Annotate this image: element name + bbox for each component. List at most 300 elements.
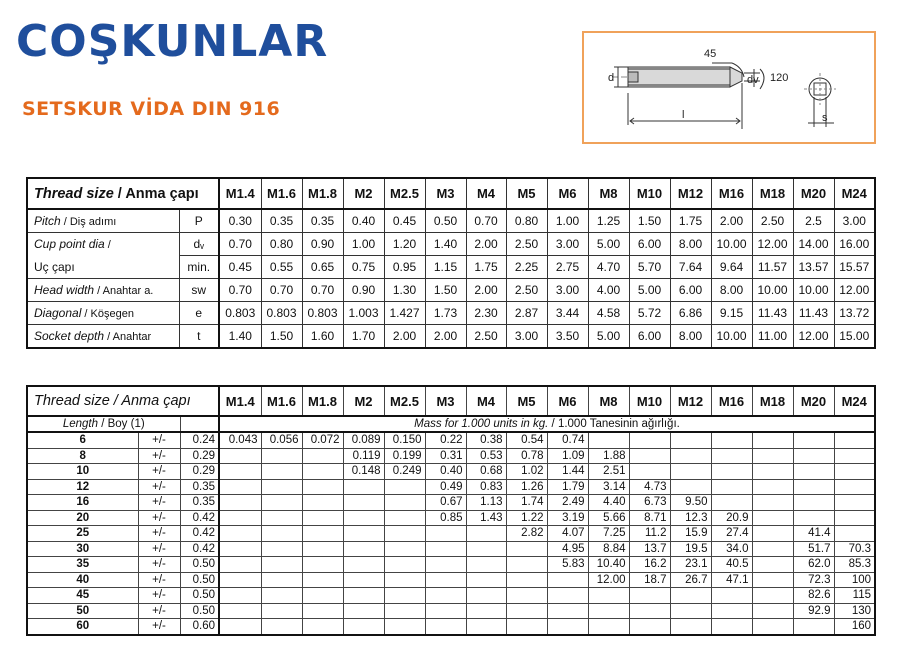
mass-cell: 0.22 <box>425 432 466 448</box>
mass-cell <box>343 526 384 542</box>
table-cell: 3.00 <box>547 279 588 302</box>
table-cell: 7.64 <box>670 256 711 279</box>
mass-cell <box>261 572 302 588</box>
page-title: SETSKUR VİDA DIN 916 <box>22 98 281 120</box>
table-cell: 2.50 <box>752 209 793 233</box>
mass-cell <box>793 479 834 495</box>
table-cell: 1.50 <box>261 325 302 349</box>
mass-cell <box>219 464 261 480</box>
mass-cell: 115 <box>834 588 875 604</box>
table-cell: 10.00 <box>752 279 793 302</box>
mass-cell: 12.3 <box>670 510 711 526</box>
row-label-en: Uç çapı <box>34 259 75 274</box>
row-label <box>27 302 179 325</box>
table-cell: 1.75 <box>670 209 711 233</box>
mass-cell: 92.9 <box>793 603 834 619</box>
plus-minus-cell: +/- <box>138 510 180 526</box>
mass-subheader-row <box>27 416 875 432</box>
table-cell: 0.40 <box>343 209 384 233</box>
table-cell: 2.50 <box>506 233 547 256</box>
mass-cell: 0.68 <box>466 464 506 480</box>
table-cell: 1.40 <box>219 325 261 349</box>
mass-cell <box>466 619 506 635</box>
table-cell: 12.00 <box>793 325 834 349</box>
mass-cell <box>302 603 343 619</box>
mass-cell: 0.54 <box>506 432 547 448</box>
length-cell: 50 <box>27 603 138 619</box>
table-cell: 6.00 <box>670 279 711 302</box>
mass-cell <box>629 603 670 619</box>
mass-cell <box>547 588 588 604</box>
empty-cell <box>180 416 219 432</box>
mass-cell: 0.53 <box>466 448 506 464</box>
mass-cell: 11.2 <box>629 526 670 542</box>
table-cell: 2.00 <box>466 233 506 256</box>
table-cell: 0.80 <box>261 233 302 256</box>
table-row <box>27 325 875 349</box>
table-cell: 5.70 <box>629 256 670 279</box>
tolerance-cell: 0.60 <box>180 619 219 635</box>
table-cell: 2.50 <box>506 279 547 302</box>
size-header: M12 <box>670 178 711 209</box>
table-cell: 0.30 <box>219 209 261 233</box>
table-cell: 6.86 <box>670 302 711 325</box>
mass-cell: 1.09 <box>547 448 588 464</box>
size-header: M5 <box>506 178 547 209</box>
mass-cell <box>834 479 875 495</box>
mass-cell: 130 <box>834 603 875 619</box>
mass-cell <box>752 603 793 619</box>
mass-cell: 12.00 <box>588 572 629 588</box>
mass-cell: 5.66 <box>588 510 629 526</box>
mass-cell <box>425 557 466 573</box>
mass-cell: 0.31 <box>425 448 466 464</box>
size-header: M4 <box>466 178 506 209</box>
table-cell: 3.50 <box>547 325 588 349</box>
mass-cell <box>425 526 466 542</box>
size-header: M10 <box>629 386 670 416</box>
row-symbol: P <box>179 209 219 233</box>
tolerance-cell: 0.42 <box>180 526 219 542</box>
mass-cell <box>629 588 670 604</box>
mass-cell: 3.19 <box>547 510 588 526</box>
table-cell: 2.00 <box>466 279 506 302</box>
mass-cell: 8.84 <box>588 541 629 557</box>
mass-cell <box>793 510 834 526</box>
mass-cell <box>343 510 384 526</box>
length-label: Length <box>62 418 99 430</box>
mass-cell <box>752 572 793 588</box>
mass-cell: 0.119 <box>343 448 384 464</box>
plus-minus-cell: +/- <box>138 432 180 448</box>
mass-cell <box>219 541 261 557</box>
size-header: M2.5 <box>384 178 425 209</box>
mass-cell: 3.14 <box>588 479 629 495</box>
mass-cell <box>670 588 711 604</box>
mass-cell: 13.7 <box>629 541 670 557</box>
row-label-tr: / Köşegen <box>81 308 134 320</box>
row-label-tr: / Anahtar a. <box>94 285 154 297</box>
table-cell: 12.00 <box>834 279 875 302</box>
mass-cell <box>711 495 752 511</box>
mass-note-label: Mass for 1.000 units in kg. <box>414 418 549 430</box>
table-cell: 2.00 <box>711 209 752 233</box>
set-screw-drawing <box>584 33 874 142</box>
row-label-en: Cup point dia <box>34 237 105 252</box>
table-cell: 11.00 <box>752 325 793 349</box>
mass-cell: 0.49 <box>425 479 466 495</box>
mass-cell <box>793 464 834 480</box>
mass-cell <box>793 495 834 511</box>
mass-cell <box>219 495 261 511</box>
mass-cell <box>343 572 384 588</box>
mass-cell: 0.40 <box>425 464 466 480</box>
mass-cell: 26.7 <box>670 572 711 588</box>
table-cell: 5.72 <box>629 302 670 325</box>
table-cell: 0.35 <box>261 209 302 233</box>
mass-cell: 0.83 <box>466 479 506 495</box>
length-header <box>27 416 180 432</box>
mass-cell <box>261 588 302 604</box>
mass-cell: 1.13 <box>466 495 506 511</box>
table-cell: 3.00 <box>547 233 588 256</box>
mass-cell: 4.95 <box>547 541 588 557</box>
table-cell: 6.00 <box>629 233 670 256</box>
mass-cell <box>711 464 752 480</box>
mass-cell: 2.51 <box>588 464 629 480</box>
row-label-tr: / Anahtar <box>104 331 152 343</box>
mass-cell: 40.5 <box>711 557 752 573</box>
table-header-row <box>27 386 875 416</box>
table-row <box>27 557 875 573</box>
table-cell: 4.58 <box>588 302 629 325</box>
mass-cell <box>834 464 875 480</box>
row-label-tr: / Diş adımı <box>60 216 117 228</box>
table-row <box>27 541 875 557</box>
size-header: M6 <box>547 386 588 416</box>
angle-45-label: 45 <box>704 48 717 60</box>
row-label-en: Socket depth <box>34 329 105 343</box>
table-cell: 1.25 <box>588 209 629 233</box>
row-label <box>27 279 179 302</box>
table-row <box>27 479 875 495</box>
table-cell: 5.00 <box>629 279 670 302</box>
mass-cell: 2.49 <box>547 495 588 511</box>
mass-cell <box>219 619 261 635</box>
row-label-tr: / <box>104 239 111 252</box>
table-cell: 11.57 <box>752 256 793 279</box>
table-cell: 2.25 <box>506 256 547 279</box>
size-header: M6 <box>547 178 588 209</box>
length-cell: 20 <box>27 510 138 526</box>
mass-cell <box>466 603 506 619</box>
length-cell: 6 <box>27 432 138 448</box>
table-cell: 6.00 <box>629 325 670 349</box>
mass-cell: 9.50 <box>670 495 711 511</box>
table-cell: 1.50 <box>629 209 670 233</box>
size-header: M18 <box>752 178 793 209</box>
table-row <box>27 302 875 325</box>
thread-size-label-tr: / Anma çapı <box>109 393 191 409</box>
mass-cell: 0.74 <box>547 432 588 448</box>
mass-cell <box>302 619 343 635</box>
size-header: M4 <box>466 386 506 416</box>
technical-drawing <box>582 31 876 144</box>
size-header: M2 <box>343 386 384 416</box>
table-cell: 15.57 <box>834 256 875 279</box>
table-cell: 13.72 <box>834 302 875 325</box>
mass-cell <box>752 541 793 557</box>
mass-cell <box>547 619 588 635</box>
size-header: M20 <box>793 178 834 209</box>
mass-cell: 23.1 <box>670 557 711 573</box>
mass-cell: 0.85 <box>425 510 466 526</box>
mass-cell <box>547 603 588 619</box>
table-cell: 1.50 <box>425 279 466 302</box>
mass-cell <box>261 479 302 495</box>
table-cell: 10.00 <box>793 279 834 302</box>
table-cell: 4.00 <box>588 279 629 302</box>
table-cell: 1.00 <box>547 209 588 233</box>
size-header: M12 <box>670 386 711 416</box>
mass-cell <box>343 588 384 604</box>
mass-cell <box>547 572 588 588</box>
mass-cell <box>466 541 506 557</box>
mass-cell <box>711 448 752 464</box>
mass-cell: 1.74 <box>506 495 547 511</box>
mass-cell <box>752 526 793 542</box>
thread-size-label: Thread size <box>34 393 110 409</box>
table-cell: 0.45 <box>219 256 261 279</box>
row-label <box>27 209 179 233</box>
mass-cell <box>506 572 547 588</box>
mass-cell <box>466 572 506 588</box>
table-row <box>27 495 875 511</box>
mass-cell <box>261 557 302 573</box>
tolerance-cell: 0.35 <box>180 479 219 495</box>
tolerance-cell: 0.50 <box>180 572 219 588</box>
mass-cell <box>302 464 343 480</box>
thread-size-header <box>27 386 219 416</box>
length-cell: 40 <box>27 572 138 588</box>
brand-logo <box>16 14 328 68</box>
mass-cell <box>752 432 793 448</box>
mass-cell <box>588 588 629 604</box>
mass-cell <box>752 619 793 635</box>
table-row <box>27 233 875 256</box>
row-label-en: Diagonal <box>34 306 82 320</box>
length-label-tr: / Boy (1) <box>98 418 145 430</box>
table-row <box>27 432 875 448</box>
mass-cell <box>261 510 302 526</box>
table-cell: 1.73 <box>425 302 466 325</box>
size-header: M3 <box>425 386 466 416</box>
plus-minus-cell: +/- <box>138 619 180 635</box>
table-cell: 0.80 <box>506 209 547 233</box>
row-symbol: e <box>179 302 219 325</box>
table-cell: 5.00 <box>588 233 629 256</box>
mass-cell: 100 <box>834 572 875 588</box>
mass-cell: 47.1 <box>711 572 752 588</box>
mass-cell <box>466 588 506 604</box>
mass-cell <box>711 619 752 635</box>
table-header-row <box>27 178 875 209</box>
mass-cell <box>425 572 466 588</box>
mass-cell <box>670 464 711 480</box>
plus-minus-cell: +/- <box>138 495 180 511</box>
mass-cell: 0.089 <box>343 432 384 448</box>
size-header: M1.4 <box>219 178 261 209</box>
size-header: M1.6 <box>261 178 302 209</box>
table-cell: 1.75 <box>466 256 506 279</box>
row-symbol: min. <box>179 256 219 279</box>
mass-cell <box>588 619 629 635</box>
table-row <box>27 572 875 588</box>
table-cell: 13.57 <box>793 256 834 279</box>
mass-cell <box>834 526 875 542</box>
tolerance-cell: 0.42 <box>180 510 219 526</box>
size-header: M1.4 <box>219 386 261 416</box>
size-header: M18 <box>752 386 793 416</box>
thread-size-label: Thread size <box>34 185 114 202</box>
plus-minus-cell: +/- <box>138 479 180 495</box>
tolerance-cell: 0.24 <box>180 432 219 448</box>
size-header: M2 <box>343 178 384 209</box>
table-cell: 15.00 <box>834 325 875 349</box>
mass-cell: 1.26 <box>506 479 547 495</box>
mass-cell <box>752 557 793 573</box>
table-cell: 9.15 <box>711 302 752 325</box>
table-cell: 1.70 <box>343 325 384 349</box>
table-cell: 1.20 <box>384 233 425 256</box>
table-cell: 2.00 <box>384 325 425 349</box>
table-cell: 0.803 <box>261 302 302 325</box>
mass-cell: 70.3 <box>834 541 875 557</box>
table-cell: 0.75 <box>343 256 384 279</box>
mass-cell <box>219 526 261 542</box>
mass-cell <box>302 572 343 588</box>
mass-cell <box>711 588 752 604</box>
tolerance-cell: 0.50 <box>180 603 219 619</box>
mass-cell <box>629 448 670 464</box>
thread-size-header <box>27 178 219 209</box>
mass-cell <box>219 572 261 588</box>
mass-cell: 51.7 <box>793 541 834 557</box>
table-cell: 3.00 <box>506 325 547 349</box>
table-cell: 0.70 <box>261 279 302 302</box>
plus-minus-cell: +/- <box>138 572 180 588</box>
mass-cell <box>752 588 793 604</box>
row-label-en: Head width <box>34 283 95 297</box>
size-header: M16 <box>711 386 752 416</box>
table-cell: 0.803 <box>302 302 343 325</box>
mass-cell <box>261 619 302 635</box>
size-header: M1.6 <box>261 386 302 416</box>
table-cell: 9.64 <box>711 256 752 279</box>
mass-cell <box>670 619 711 635</box>
plus-minus-cell: +/- <box>138 541 180 557</box>
table-cell: 0.50 <box>425 209 466 233</box>
tolerance-cell: 0.35 <box>180 495 219 511</box>
mass-cell <box>425 588 466 604</box>
table-cell: 8.00 <box>670 233 711 256</box>
mass-cell <box>711 479 752 495</box>
table-row <box>27 510 875 526</box>
mass-cell <box>384 588 425 604</box>
size-header: M3 <box>425 178 466 209</box>
mass-cell <box>752 495 793 511</box>
table-cell: 12.00 <box>752 233 793 256</box>
mass-cell <box>261 603 302 619</box>
size-header: M24 <box>834 386 875 416</box>
mass-cell <box>506 557 547 573</box>
table-cell: 0.70 <box>302 279 343 302</box>
mass-cell <box>506 603 547 619</box>
mass-cell <box>752 510 793 526</box>
mass-table <box>26 385 876 636</box>
mass-cell <box>752 479 793 495</box>
mass-cell <box>384 479 425 495</box>
mass-cell <box>425 603 466 619</box>
mass-cell <box>834 510 875 526</box>
size-header: M8 <box>588 386 629 416</box>
row-label <box>27 256 179 279</box>
mass-cell: 160 <box>834 619 875 635</box>
table-row <box>27 603 875 619</box>
l-label: l <box>682 109 685 121</box>
table-cell: 3.00 <box>834 209 875 233</box>
tolerance-cell: 0.42 <box>180 541 219 557</box>
mass-cell <box>384 541 425 557</box>
table-cell: 1.15 <box>425 256 466 279</box>
table-cell: 1.40 <box>425 233 466 256</box>
table-row <box>27 588 875 604</box>
mass-cell: 72.3 <box>793 572 834 588</box>
mass-cell <box>261 526 302 542</box>
mass-cell <box>793 432 834 448</box>
table-cell: 2.5 <box>793 209 834 233</box>
mass-cell <box>343 541 384 557</box>
mass-cell <box>384 495 425 511</box>
length-cell: 12 <box>27 479 138 495</box>
table-cell: 1.003 <box>343 302 384 325</box>
mass-cell <box>670 479 711 495</box>
size-header: M5 <box>506 386 547 416</box>
mass-cell <box>302 510 343 526</box>
mass-cell <box>506 619 547 635</box>
size-header: M10 <box>629 178 670 209</box>
mass-cell <box>261 495 302 511</box>
size-header: M20 <box>793 386 834 416</box>
mass-cell <box>219 479 261 495</box>
row-symbol: dᵥ <box>179 233 219 256</box>
table-cell: 14.00 <box>793 233 834 256</box>
tolerance-cell: 0.29 <box>180 448 219 464</box>
mass-cell <box>834 495 875 511</box>
mass-cell <box>302 541 343 557</box>
mass-cell: 1.79 <box>547 479 588 495</box>
row-label <box>27 325 179 349</box>
length-cell: 25 <box>27 526 138 542</box>
mass-cell: 41.4 <box>793 526 834 542</box>
mass-cell <box>588 432 629 448</box>
mass-cell: 0.072 <box>302 432 343 448</box>
mass-cell <box>384 572 425 588</box>
tolerance-cell: 0.29 <box>180 464 219 480</box>
mass-cell: 5.83 <box>547 557 588 573</box>
mass-cell: 19.5 <box>670 541 711 557</box>
mass-cell <box>711 432 752 448</box>
